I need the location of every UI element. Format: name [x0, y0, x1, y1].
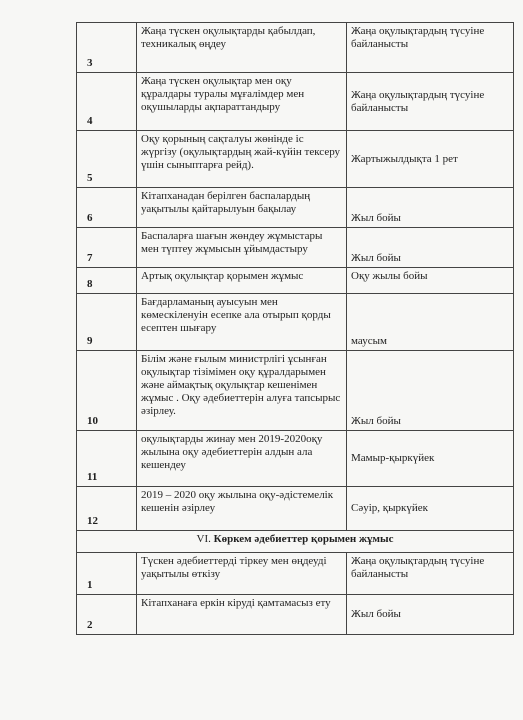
row-number: 9 — [77, 294, 137, 351]
schedule-cell: Жаңа оқулықтардың түсуіне байланысты — [347, 23, 514, 73]
task-cell: Түскен әдебиеттерді тіркеу мен өңдеуді уақытылы өткізу — [137, 553, 347, 595]
section-title: Көркем әдебиеттер қорымен жұмыс — [213, 533, 394, 545]
schedule-cell: Жыл бойы — [347, 595, 514, 635]
row-number: 11 — [77, 431, 137, 487]
schedule-cell: Сәуір, қыркүйек — [347, 487, 514, 531]
table-row — [77, 487, 514, 531]
section-number: VI. — [196, 533, 211, 545]
schedule-cell: маусым — [347, 294, 514, 351]
schedule-cell: Мамыр-қыркүйек — [347, 431, 514, 487]
table-row — [77, 228, 514, 268]
schedule-cell: Жыл бойы — [347, 188, 514, 228]
section-heading — [77, 531, 514, 553]
table-row — [77, 595, 514, 635]
task-cell: Бағдарламаның ауысуын мен көмескіленуін есепке ала отырып қорды есептен шығару — [137, 294, 347, 351]
task-cell: оқулықтарды жинау мен 2019-2020оқу жылына оқу әдебиеттерін алдын ала кешендеу — [137, 431, 347, 487]
row-number: 1 — [77, 553, 137, 595]
table-row — [77, 431, 514, 487]
row-number: 3 — [77, 23, 137, 73]
table-row — [77, 294, 514, 351]
task-cell: Оқу қорының сақталуы жөнінде іс жүргізу (оқулықтардың жай-күйін тексеру үшін сыныптарға рейд). — [137, 131, 347, 188]
row-number: 5 — [77, 131, 137, 188]
row-number: 12 — [77, 487, 137, 531]
table-row — [77, 351, 514, 431]
task-cell: Кітапханаға еркін кіруді қамтамасыз ету — [137, 595, 347, 635]
schedule-cell: Жартыжылдықта 1 рет — [347, 131, 514, 188]
row-number: 8 — [77, 268, 137, 294]
row-number: 4 — [77, 73, 137, 131]
task-cell: Жаңа түскен оқулықтар мен оқу құралдары туралы мұғалімдер мен оқушыларды ақпараттандыру — [137, 73, 347, 131]
table-row — [77, 23, 514, 73]
row-number: 6 — [77, 188, 137, 228]
schedule-cell: Жыл бойы — [347, 228, 514, 268]
table-row — [77, 131, 514, 188]
schedule-cell: Жаңа оқулықтардың түсуіне байланысты — [347, 553, 514, 595]
schedule-cell: Оқу жылы бойы — [347, 268, 514, 294]
schedule-cell: Жаңа оқулықтардың түсуіне байланысты — [347, 73, 514, 131]
task-cell: Артық оқулықтар қорымен жұмыс — [137, 268, 347, 294]
table-row — [77, 188, 514, 228]
schedule-cell: Жыл бойы — [347, 351, 514, 431]
row-number: 7 — [77, 228, 137, 268]
table-row — [77, 553, 514, 595]
task-cell: Жаңа түскен оқулықтарды қабылдап, техникалық өңдеу — [137, 23, 347, 73]
row-number: 10 — [77, 351, 137, 431]
task-cell: Баспаларға шағын жөндеу жұмыстары мен түптеу жұмысын ұйымдастыру — [137, 228, 347, 268]
section-heading-row — [77, 531, 514, 553]
task-cell: Білім және ғылым министрлігі ұсынған оқулықтар тізімімен оқу құралдарымен және аймақтық оқулықтар кешенімен жұмыс . Оқу әдебиеттерін алуға тапсырыс әзірлеу. — [137, 351, 347, 431]
task-cell: Кітапханадан берілген баспалардың уақытылы қайтарылуын бақылау — [137, 188, 347, 228]
table-row — [77, 268, 514, 294]
row-number: 2 — [77, 595, 137, 635]
task-cell: 2019 – 2020 оқу жылына оқу-әдістемелік кешенін әзірлеу — [137, 487, 347, 531]
table-row — [77, 73, 514, 131]
work-plan-table — [76, 22, 514, 635]
